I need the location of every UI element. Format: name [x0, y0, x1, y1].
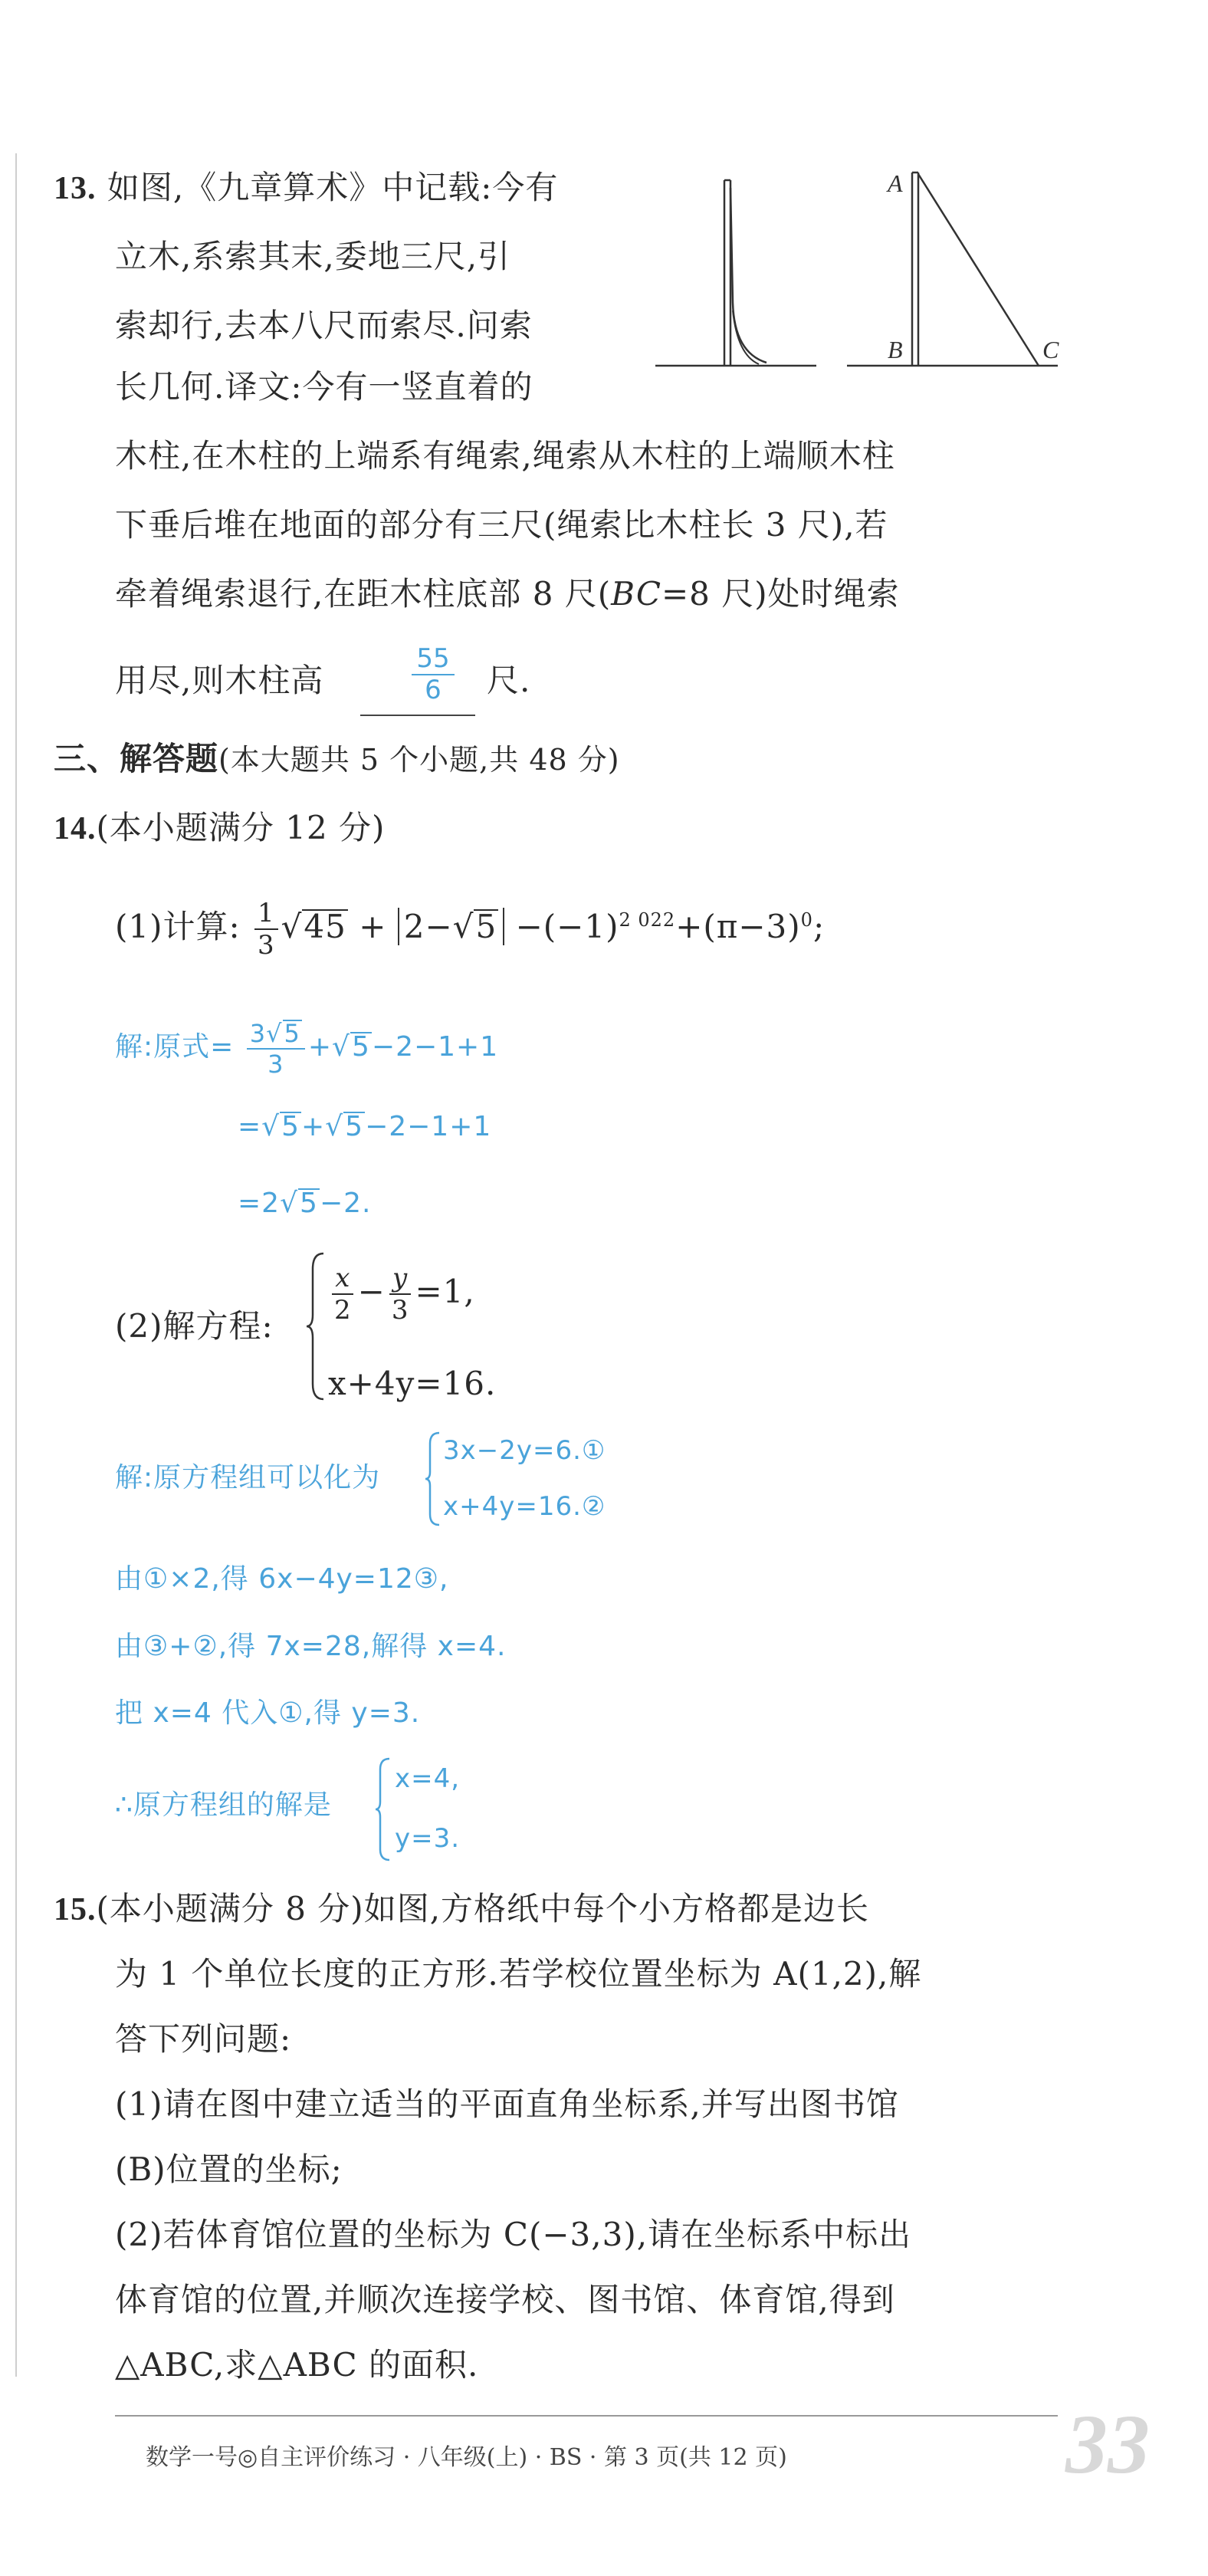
q13-line1: 13. 如图,《九章算术》中记载:今有: [54, 169, 559, 206]
q13-answer-numerator: 55: [412, 644, 454, 675]
point-a-label: A: [888, 169, 903, 197]
q14-solution2-eq1: 3x−2y=6.①: [443, 1435, 606, 1466]
section3-note: (本大题共 5 个小题,共 48 分): [218, 743, 620, 777]
footer-text: 数学一号◎自主评价练习 · 八年级(上) · BS · 第 3 页(共 12 页): [146, 2444, 787, 2471]
q14-solution1-line3: =2√5−2.: [238, 1188, 372, 1219]
q14-solution2-label: 解:原方程组可以化为: [115, 1462, 381, 1493]
q13-line2: 立木,系索其末,委地三尺,引: [115, 238, 511, 275]
q13-line4: 长几何.译文:今有一竖直着的: [115, 368, 533, 406]
q14-score: (本小题满分 12 分): [96, 809, 386, 846]
q13-answer-blank-line: [360, 715, 475, 716]
q14-part1-expression: (1)计算: $\frac{1}{3}$ $√45 + 2-√5 -(-1)^{2 022}+(\pi-3)^0$;: [115, 898, 826, 961]
q14-solution2-result-label: ∴原方程组的解是: [115, 1789, 332, 1821]
q15-line7: 体育馆的位置,并顺次连接学校、图书馆、体育馆,得到: [115, 2281, 895, 2318]
q13-line7: 牵着绳索退行,在距木柱底部 8 尺(BC=8 尺)处时绳索: [115, 575, 900, 613]
page-number: 33: [1065, 2397, 1150, 2491]
q14-part2-label: (2)解方程:: [115, 1307, 274, 1345]
q14-solution2-step2: 由③+②,得 7x=28,解得 x=4.: [115, 1631, 507, 1662]
q15-line8: △ABC,求△ABC 的面积.: [115, 2346, 479, 2384]
pole-with-rope-figure: [655, 180, 816, 366]
q14-solution1-line1: 解:原式= $\frac{3√5}{3}$ +√5−2−1+1: [115, 1019, 499, 1079]
margin-line: [15, 153, 17, 2377]
pole-triangle-figure: [847, 169, 1059, 366]
q13-number: 13.: [54, 171, 97, 206]
point-b-label: B: [888, 336, 903, 363]
sqrt-symbol: √: [281, 908, 303, 945]
section3-heading: [54, 736, 620, 783]
q14-part2-eq2: x+4y=16.: [328, 1365, 497, 1402]
q14-solution1-line2: =√5+√5−2−1+1: [238, 1111, 492, 1142]
system-brace: [305, 1250, 328, 1403]
q15-line1: 15.(本小题满分 8 分)如图,方格纸中每个小方格都是边长: [54, 1890, 870, 1927]
q13-line6: 下垂后堆在地面的部分有三尺(绳索比木柱长 3 尺),若: [115, 506, 888, 544]
section3-title: 三、解答题: [54, 742, 219, 777]
q14-number: 14.: [54, 811, 97, 846]
q15-line4: (1)请在图中建立适当的平面直角坐标系,并写出图书馆: [115, 2085, 899, 2123]
point-c-label: C: [1042, 336, 1059, 363]
q14-heading: [54, 805, 385, 852]
q14-solution2-eq2: x+4y=16.②: [443, 1491, 606, 1522]
q14-solution2-step1: 由①×2,得 6x−4y=12③,: [115, 1563, 449, 1595]
q13-line3: 索却行,去本八尺而索尽.问索: [115, 307, 533, 344]
q15-line5: (B)位置的坐标;: [115, 2150, 343, 2188]
solution-system-brace: [424, 1430, 442, 1530]
q13-answer-denominator: 6: [425, 675, 442, 706]
q15-line6: (2)若体育馆位置的坐标为 C(−3,3),请在坐标系中标出: [115, 2216, 912, 2253]
q14-part2-eq1: $\frac{x}{2}$ − $\frac{y}{3}$ =1,: [328, 1265, 475, 1323]
q15-line3: 答下列问题:: [115, 2020, 292, 2058]
fraction-3sqrt5-over-3: $\frac{3√5}{3}$: [247, 1020, 305, 1076]
q15-line2: 为 1 个单位长度的正方形.若学校位置坐标为 A(1,2),解: [115, 1955, 922, 1993]
fraction-one-third: $\frac{1}{3}$: [254, 900, 278, 958]
q13-figure: [652, 157, 1065, 380]
q15-number: 15.: [54, 1892, 97, 1927]
q13-line8-end: 尺.: [487, 662, 531, 699]
result-brace: [374, 1756, 392, 1863]
q13-answer: [391, 644, 475, 705]
q13-line5: 木柱,在木柱的上端系有绳索,绳索从木柱的上端顺木柱: [115, 437, 895, 475]
q13-line8: 用尽,则木柱高: [115, 662, 324, 699]
footer-rule: [115, 2415, 1058, 2417]
absolute-value: 2−√5: [398, 908, 504, 945]
q14-solution2-step3: 把 x=4 代入①,得 y=3.: [115, 1697, 421, 1729]
q14-solution2-result-eq2: y=3.: [395, 1823, 461, 1854]
q14-solution2-result-eq1: x=4,: [395, 1763, 461, 1794]
